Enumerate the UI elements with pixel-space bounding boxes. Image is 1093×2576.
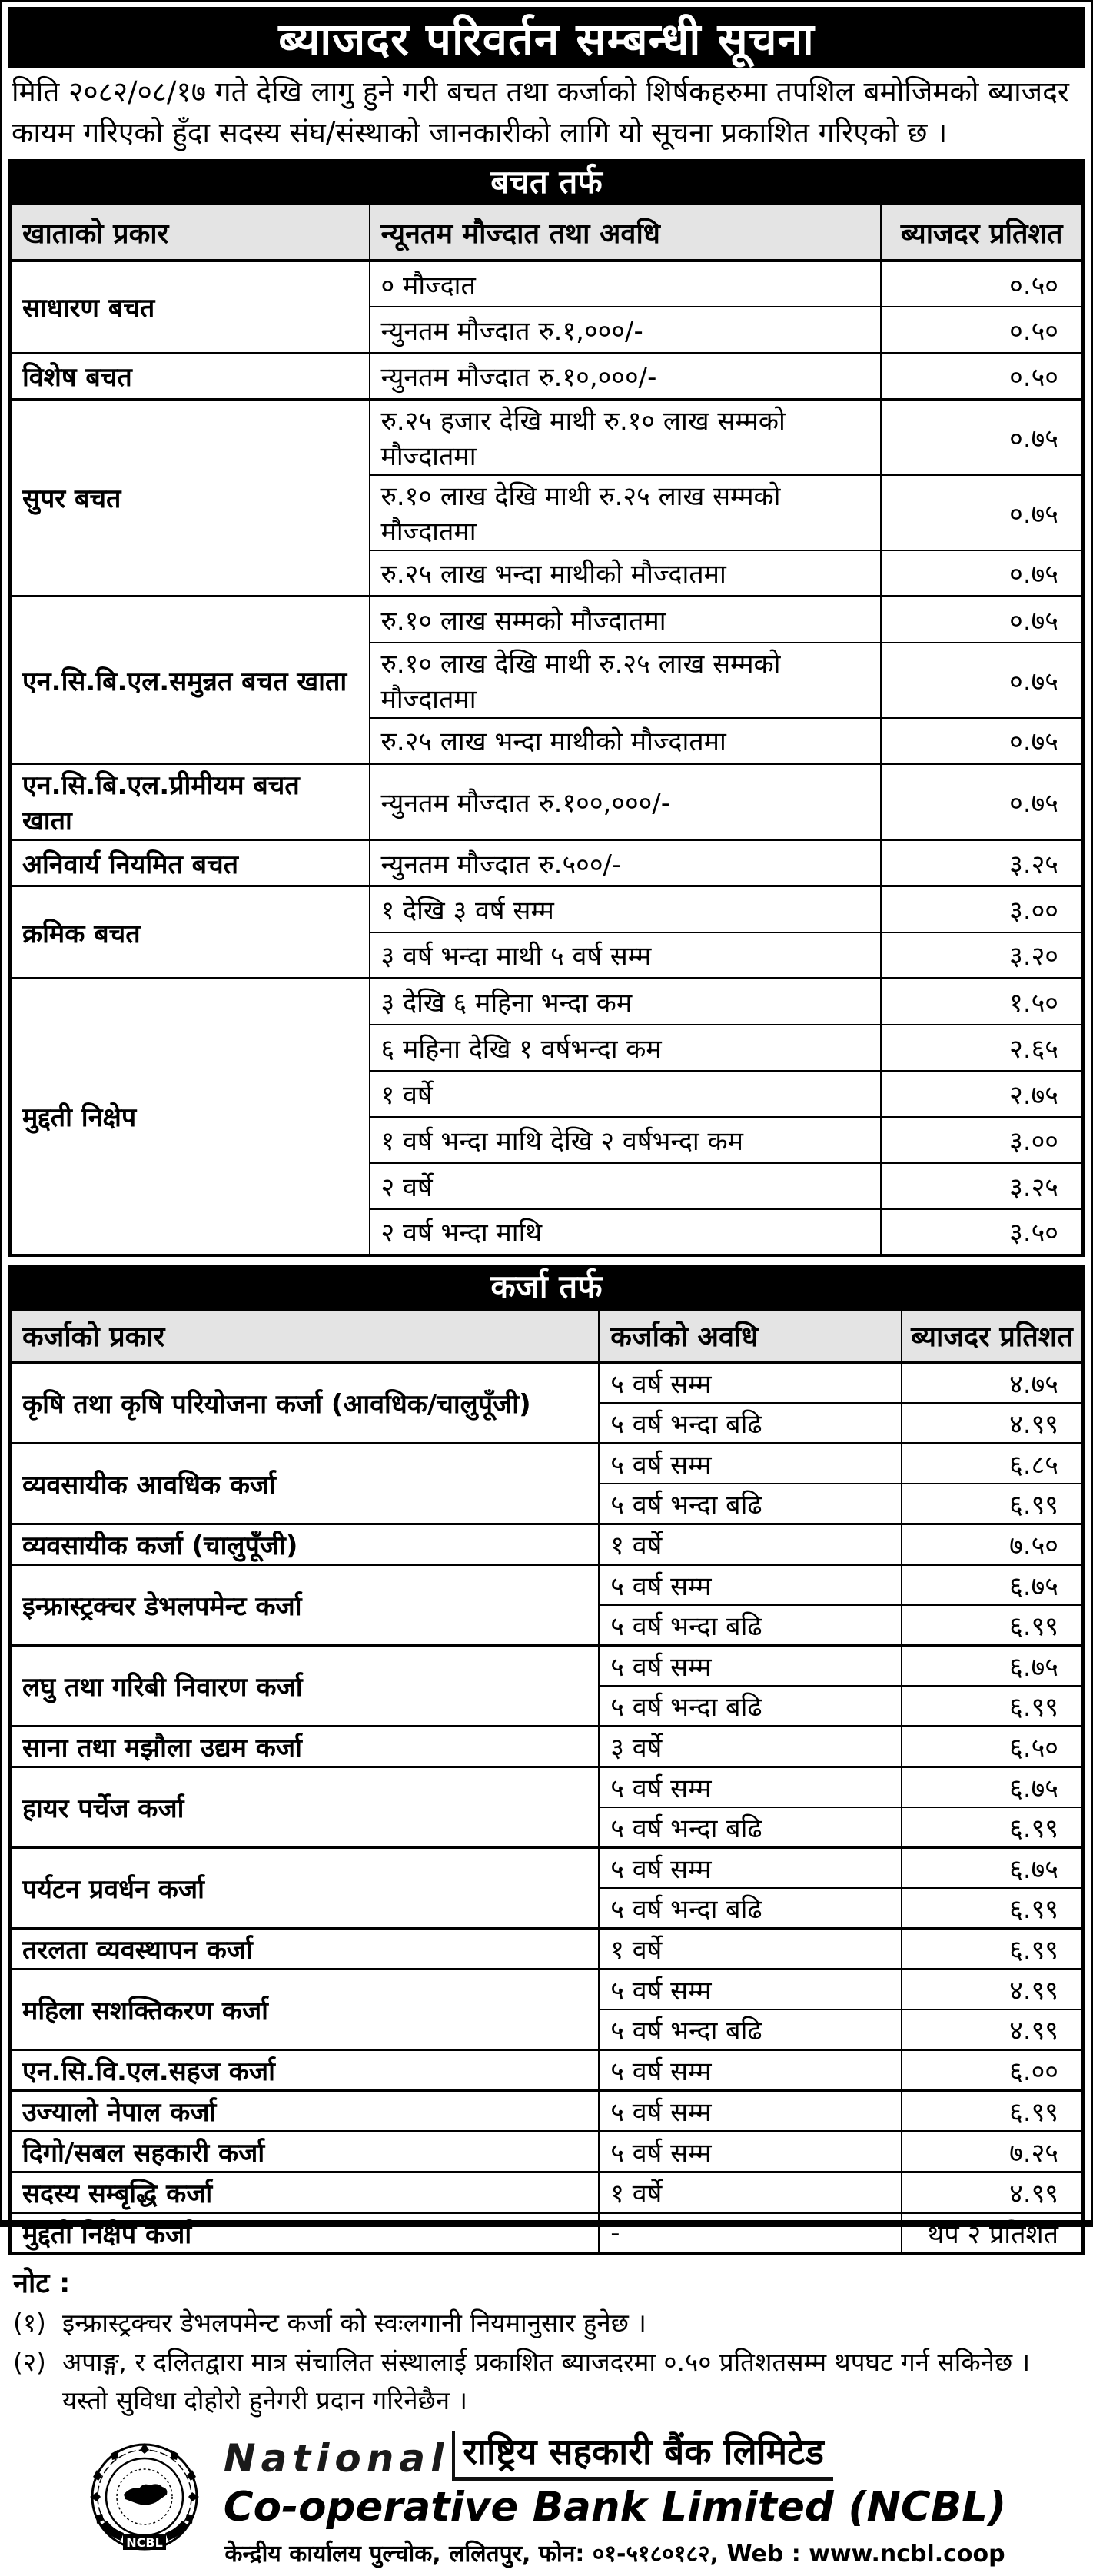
loan-row	[10, 1443, 1083, 1484]
loan-condition-cell: ५ वर्ष सम्म	[599, 1645, 902, 1686]
loan-row	[10, 1564, 1083, 1605]
loan-category-cell: हायर पर्चेज कर्जा	[10, 1767, 599, 1847]
loan-category-cell: महिला सशक्तिकरण कर्जा	[10, 1969, 599, 2049]
loan-condition-cell: ५ वर्ष सम्म	[599, 1767, 902, 1807]
savings-row	[10, 597, 1083, 643]
loan-rate-cell: ४.९९	[902, 1403, 1083, 1444]
loan-rate-cell: ६.९९	[902, 1928, 1083, 1969]
loan-row	[10, 2212, 1083, 2254]
notes-heading: नोट :	[13, 2267, 71, 2299]
loan-row	[10, 1645, 1083, 1686]
savings-section-title: बचत तर्फ	[8, 159, 1085, 202]
savings-condition-cell: न्युनतम मौज्दात रु.१,०००/-	[370, 307, 882, 353]
loan-condition-cell: ५ वर्ष भन्दा बढि	[599, 1484, 902, 1524]
loan-condition-cell: ५ वर्ष भन्दा बढि	[599, 1888, 902, 1929]
loan-condition-cell: १ वर्षे	[599, 1524, 902, 1564]
loan-category-cell: व्यवसायीक कर्जा (चालुपूँजी)	[10, 1524, 599, 1564]
savings-rate-cell: ३.२५	[881, 840, 1083, 886]
loans-col-duration: कर्जाको अवधि	[599, 1309, 902, 1362]
note-item-1	[13, 2304, 1080, 2342]
bank-contact-line: केन्द्रीय कार्यालय पुल्चोक, ललितपुर, फोन: ०१-५१८०१८२, Web : www.ncbl.coop	[224, 2540, 1005, 2568]
savings-rate-cell: ०.५०	[881, 307, 1083, 353]
loan-row	[10, 1969, 1083, 2009]
savings-category-cell: मुद्दती निक्षेप	[10, 979, 370, 1255]
savings-rate-cell: ०.७५	[881, 475, 1083, 550]
loan-category-cell: पर्यटन प्रवर्धन कर्जा	[10, 1847, 599, 1928]
loan-category-cell: लघु तथा गरिबी निवारण कर्जा	[10, 1645, 599, 1726]
savings-rate-table	[8, 202, 1085, 1257]
loan-rate-cell: ६.७५	[902, 1564, 1083, 1605]
note-2-text: अपाङ्ग, र दलितद्वारा मात्र संचालित संस्थालाई प्रकाशित ब्याजदरमा ०.५० प्रतिशतसम्म थपघट गर्न सकिनेछ । यस्तो सुविधा दोहोरो हुनेगरी प्रदान गरिनेछैन ।	[62, 2347, 1031, 2415]
loan-rate-cell: ६.८५	[902, 1443, 1083, 1484]
loan-row	[10, 1726, 1083, 1767]
loan-condition-cell: ३ वर्षे	[599, 1726, 902, 1767]
savings-condition-cell: ३ देखि ६ महिना भन्दा कम	[370, 979, 882, 1025]
loan-rate-cell: ६.९९	[902, 1807, 1083, 1848]
savings-table-body	[10, 261, 1083, 1255]
loan-condition-cell: -	[599, 2212, 902, 2254]
loan-condition-cell: १ वर्षे	[599, 1928, 902, 1969]
savings-row	[10, 886, 1083, 932]
loan-condition-cell: ५ वर्ष भन्दा बढि	[599, 1605, 902, 1646]
note-2-marker: (२)	[13, 2347, 46, 2378]
savings-rate-cell: ०.७५	[881, 550, 1083, 597]
savings-rate-cell: ३.००	[881, 886, 1083, 932]
savings-condition-cell: २ वर्ष भन्दा माथि	[370, 1209, 882, 1255]
savings-condition-cell: ६ महिना देखि १ वर्षभन्दा कम	[370, 1025, 882, 1071]
notice-title: ब्याजदर परिवर्तन सम्बन्धी सूचना	[278, 13, 815, 65]
loan-category-cell: तरलता व्यवस्थापन कर्जा	[10, 1928, 599, 1969]
savings-category-cell: क्रमिक बचत	[10, 886, 370, 979]
ncbl-seal-icon	[87, 2441, 202, 2559]
loan-rate-cell: थप २ प्रतिशत	[902, 2212, 1083, 2254]
loan-row	[10, 1767, 1083, 1807]
loan-rate-cell: ६.९९	[902, 1484, 1083, 1524]
loan-rate-cell: ६.९९	[902, 2090, 1083, 2131]
loan-category-cell: व्यवसायीक आवधिक कर्जा	[10, 1443, 599, 1524]
savings-row	[10, 764, 1083, 840]
loan-row	[10, 1928, 1083, 1969]
loan-rate-cell: ६.९९	[902, 1888, 1083, 1929]
savings-rate-cell: ०.५०	[881, 353, 1083, 399]
loan-condition-cell: ५ वर्ष सम्म	[599, 1362, 902, 1403]
savings-col-rate: ब्याजदर प्रतिशत	[881, 204, 1083, 261]
savings-condition-cell: रु.१० लाख देखि माथी रु.२५ लाख सम्मको मौज्दातमा	[370, 643, 882, 718]
savings-rate-cell: ०.५०	[881, 261, 1083, 307]
savings-rate-cell: ३.२०	[881, 932, 1083, 979]
savings-category-cell: एन.सि.बि.एल.प्रीमीयम बचत खाता	[10, 764, 370, 840]
intro-paragraph: मिति २०८२/०८/१७ गते देखि लागु हुने गरी बचत तथा कर्जाको शिर्षकहरुमा तपशिल बमोजिमको ब्याजदर कायम गरिएको हुँदा सदस्य संघ/संस्थाको जानकारीको लागि यो सूचना प्रकाशित गरिएको छ ।	[12, 75, 1069, 149]
loan-condition-cell: ५ वर्ष सम्म	[599, 1969, 902, 2009]
loans-section-title: कर्जा तर्फ	[8, 1265, 1085, 1308]
loan-condition-cell: ५ वर्ष सम्म	[599, 2049, 902, 2090]
savings-rate-cell: ३.२५	[881, 1163, 1083, 1209]
loans-col-loan-type: कर्जाको प्रकार	[10, 1309, 599, 1362]
loan-category-cell: मुद्दती निक्षेप कर्जा	[10, 2212, 599, 2254]
savings-condition-cell: न्युनतम मौज्दात रु.५००/-	[370, 840, 882, 886]
savings-condition-cell: ० मौज्दात	[370, 261, 882, 307]
loan-row	[10, 1362, 1083, 1403]
savings-row	[10, 840, 1083, 886]
savings-condition-cell: रु.२५ लाख भन्दा माथीको मौज्दातमा	[370, 718, 882, 764]
loan-rate-cell: ४.९९	[902, 1969, 1083, 2009]
savings-col-account-type: खाताको प्रकार	[10, 204, 370, 261]
savings-rate-cell: ०.७५	[881, 597, 1083, 643]
savings-condition-cell: १ वर्ष भन्दा माथि देखि २ वर्षभन्दा कम	[370, 1117, 882, 1163]
notice-title-bar	[8, 7, 1085, 68]
loan-rate-cell: ६.५०	[902, 1726, 1083, 1767]
savings-category-cell: सुपर बचत	[10, 399, 370, 597]
loan-row	[10, 2049, 1083, 2090]
loan-condition-cell: ५ वर्ष भन्दा बढि	[599, 1403, 902, 1444]
savings-rate-cell: ०.७५	[881, 764, 1083, 840]
brand-national-text: National	[223, 2435, 450, 2481]
savings-rate-cell: ०.७५	[881, 718, 1083, 764]
loan-condition-cell: ५ वर्ष भन्दा बढि	[599, 1686, 902, 1727]
loan-row	[10, 2090, 1083, 2131]
loan-rate-cell: ६.७५	[902, 1847, 1083, 1888]
loan-row	[10, 2172, 1083, 2212]
savings-row	[10, 399, 1083, 475]
savings-row	[10, 261, 1083, 307]
loan-category-cell: एन.सि.वि.एल.सहज कर्जा	[10, 2049, 599, 2090]
loan-rate-cell: ६.७५	[902, 1645, 1083, 1686]
loan-condition-cell: ५ वर्ष भन्दा बढि	[599, 1807, 902, 1848]
savings-category-cell: अनिवार्य नियमित बचत	[10, 840, 370, 886]
note-item-2	[13, 2343, 1080, 2419]
savings-rate-cell: ०.७५	[881, 643, 1083, 718]
savings-condition-cell: ३ वर्ष भन्दा माथी ५ वर्ष सम्म	[370, 932, 882, 979]
loan-condition-cell: १ वर्षे	[599, 2172, 902, 2212]
savings-rate-cell: ३.००	[881, 1117, 1083, 1163]
loan-rate-cell: ६.७५	[902, 1767, 1083, 1807]
savings-condition-cell: न्युनतम मौज्दात रु.१०,०००/-	[370, 353, 882, 399]
loan-row	[10, 2131, 1083, 2172]
loan-rate-cell: ७.५०	[902, 1524, 1083, 1564]
savings-condition-cell: १ वर्षे	[370, 1071, 882, 1117]
loan-category-cell: इन्फ्रास्ट्रक्चर डेभलपमेन्ट कर्जा	[10, 1564, 599, 1645]
loan-condition-cell: ५ वर्ष सम्म	[599, 1847, 902, 1888]
loan-rate-cell: ४.७५	[902, 1362, 1083, 1403]
savings-category-cell: साधारण बचत	[10, 261, 370, 353]
loan-rate-cell: ६.००	[902, 2049, 1083, 2090]
savings-condition-cell: न्युनतम मौज्दात रु.१००,०००/-	[370, 764, 882, 840]
loan-category-cell: दिगो/सबल सहकारी कर्जा	[10, 2131, 599, 2172]
savings-header-row	[10, 204, 1083, 261]
loan-row	[10, 1847, 1083, 1888]
savings-rate-cell: ०.७५	[881, 399, 1083, 475]
loan-category-cell: उज्यालो नेपाल कर्जा	[10, 2090, 599, 2131]
loan-condition-cell: ५ वर्ष सम्म	[599, 1443, 902, 1484]
savings-row	[10, 353, 1083, 399]
loan-row	[10, 1524, 1083, 1564]
loans-header-row	[10, 1309, 1083, 1362]
loan-rate-table	[8, 1308, 1085, 2255]
savings-col-condition: न्यूनतम मौज्दात तथा अवधि	[370, 204, 882, 261]
loan-condition-cell: ५ वर्ष भन्दा बढि	[599, 2009, 902, 2050]
notes-section	[13, 2263, 1080, 2421]
note-1-text: इन्फ्रास्ट्रक्चर डेभलपमेन्ट कर्जा को स्वःलगानी नियमानुसार हुनेछ ।	[62, 2307, 646, 2338]
savings-condition-cell: १ देखि ३ वर्ष सम्म	[370, 886, 882, 932]
loan-rate-cell: ६.९९	[902, 1686, 1083, 1727]
loan-condition-cell: ५ वर्ष सम्म	[599, 2131, 902, 2172]
loan-rate-cell: ४.९९	[902, 2009, 1083, 2050]
savings-row	[10, 979, 1083, 1025]
savings-condition-cell: रु.२५ हजार देखि माथी रु.१० लाख सम्मको मौज्दातमा	[370, 399, 882, 475]
brand-english-name: Co-operative Bank Limited (NCBL)	[223, 2483, 1007, 2531]
brand-line-1	[224, 2431, 833, 2481]
brand-nepali-name: राष्ट्रिय सहकारी बैंक लिमिटेड	[452, 2431, 833, 2481]
loan-category-cell: सदस्य सम्बृद्धि कर्जा	[10, 2172, 599, 2212]
loan-condition-cell: ५ वर्ष सम्म	[599, 2090, 902, 2131]
loan-rate-cell: ६.९९	[902, 1605, 1083, 1646]
brand-block	[224, 2431, 1006, 2568]
loans-section	[8, 1265, 1085, 2255]
note-1-marker: (१)	[13, 2307, 46, 2338]
savings-condition-cell: रु.१० लाख देखि माथी रु.२५ लाख सम्मको मौज्दातमा	[370, 475, 882, 550]
savings-condition-cell: रु.१० लाख सम्मको मौज्दातमा	[370, 597, 882, 643]
savings-rate-cell: १.५०	[881, 979, 1083, 1025]
savings-rate-cell: २.७५	[881, 1071, 1083, 1117]
savings-condition-cell: रु.२५ लाख भन्दा माथीको मौज्दातमा	[370, 550, 882, 597]
loan-condition-cell: ५ वर्ष सम्म	[599, 1564, 902, 1605]
savings-rate-cell: २.६५	[881, 1025, 1083, 1071]
loan-category-cell: कृषि तथा कृषि परियोजना कर्जा (आवधिक/चालुपूँजी)	[10, 1362, 599, 1444]
savings-rate-cell: ३.५०	[881, 1209, 1083, 1255]
ncbl-seal-text: NCBL	[126, 2535, 163, 2550]
loans-table-body	[10, 1362, 1083, 2254]
savings-category-cell: एन.सि.बि.एल.समुन्नत बचत खाता	[10, 597, 370, 764]
loan-rate-cell: ४.९९	[902, 2172, 1083, 2212]
loan-rate-cell: ७.२५	[902, 2131, 1083, 2172]
savings-condition-cell: २ वर्षे	[370, 1163, 882, 1209]
loans-col-rate: ब्याजदर प्रतिशत	[902, 1309, 1083, 1362]
savings-category-cell: विशेष बचत	[10, 353, 370, 399]
loan-category-cell: साना तथा मझौला उद्यम कर्जा	[10, 1726, 599, 1767]
footer-bank-block	[8, 2427, 1085, 2576]
savings-section	[8, 159, 1085, 1257]
